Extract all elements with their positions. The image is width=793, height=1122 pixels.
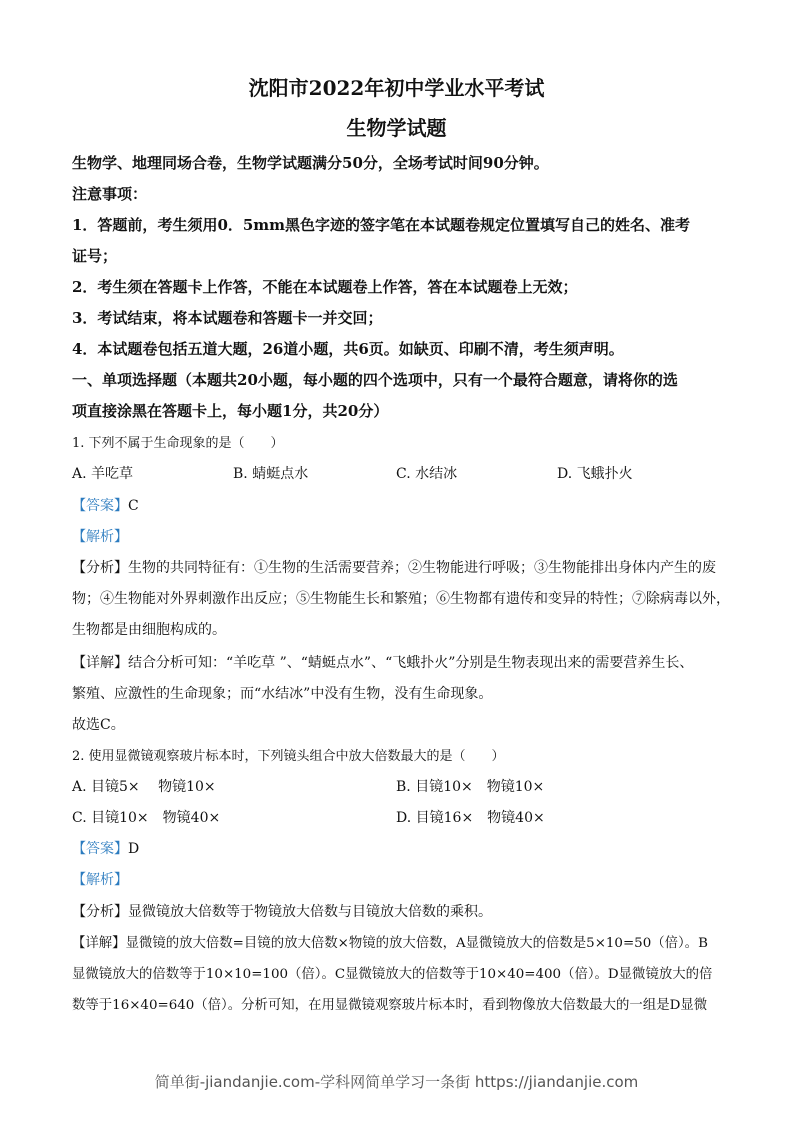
exam-subtitle: 生物学试题	[346, 116, 447, 140]
question-2-option-c: C. 目镜10× 物镜40×	[72, 810, 221, 826]
question-1-fenxi-line-1	[72, 557, 716, 577]
fenxi-tag: 【分析】	[72, 904, 128, 920]
section-1-heading-line-1: 一、单项选择题（本题共20小题，每小题的四个选项中，只有一个最符合题意，请将你的选	[72, 371, 678, 389]
answer-tag: 【答案】	[72, 841, 128, 857]
detail-tag: 【详解】	[72, 655, 128, 671]
exam-info: 生物学、地理同场合卷，生物学试题满分50分，全场考试时间90分钟。	[72, 154, 549, 172]
question-1-option-b: B. 蜻蜓点水	[233, 466, 309, 482]
fenxi-text: 显微镜放大倍数等于物镜放大倍数与目镜放大倍数的乘积。	[128, 904, 492, 920]
note-4: 4．本试题卷包括五道大题，26道小题，共6页。如缺页、印刷不清，考生须声明。	[72, 340, 624, 358]
detail-text: 显微镜的放大倍数=目镜的放大倍数×物镜的放大倍数，A显微镜放大的倍数是5×10=50（倍）。B	[125, 936, 708, 951]
question-1-answer	[72, 495, 139, 515]
answer-value: C	[128, 498, 139, 514]
note-3: 3．考试结束，将本试题卷和答题卡一并交回；	[72, 309, 383, 327]
question-2-option-b: B. 目镜10× 物镜10×	[396, 779, 545, 795]
question-2-stem: 2. 使用显微镜观察玻片标本时，下列镜头组合中放大倍数最大的是（ ）	[72, 749, 505, 764]
question-1-detail-line-1	[72, 652, 693, 672]
question-2-option-a: A. 目镜5× 物镜10×	[72, 779, 216, 795]
question-1-option-a: A. 羊吃草	[72, 466, 134, 482]
question-2-detail-line-2: 显微镜放大的倍数等于10×10=100（倍）。C显微镜放大的倍数等于10×40=400（倍）。D显微镜放大的倍	[72, 967, 713, 982]
answer-value: D	[128, 841, 140, 857]
exam-title: 沈阳市2022年初中学业水平考试	[248, 76, 545, 100]
question-1-detail-line-2: 繁殖、应激性的生命现象；而“水结冰”中没有生物，没有生命现象。	[72, 686, 493, 702]
question-1-stem: 1. 下列不属于生命现象的是（ ）	[72, 436, 284, 451]
question-1-conclusion: 故选C。	[72, 717, 125, 733]
fenxi-text: 生物的共同特征有：①生物的生活需要营养；②生物能进行呼吸；③生物能排出身体内产生的废	[128, 560, 716, 576]
question-2-fenxi	[72, 901, 492, 921]
question-2-analysis-tag: 【解析】	[72, 872, 128, 888]
note-1-line-2: 证号；	[72, 247, 118, 265]
question-2-detail-line-1	[72, 932, 708, 951]
question-1-option-d: D. 飞蛾扑火	[557, 466, 633, 482]
detail-text: 结合分析可知：“羊吃草 ”、“蜻蜓点水”、“飞蛾扑火”分别是生物表现出来的需要营养生长、	[128, 655, 694, 671]
question-1-option-c: C. 水结冰	[396, 466, 458, 482]
question-2-answer	[72, 838, 139, 858]
question-1-analysis-tag: 【解析】	[72, 529, 128, 545]
question-2-option-d: D. 目镜16× 物镜40×	[396, 810, 545, 826]
note-2: 2．考生须在答题卡上作答，不能在本试题卷上作答，答在本试题卷上无效；	[72, 278, 578, 296]
note-1-line-1: 1．答题前，考生须用0．5mm黑色字迹的签字笔在本试题卷规定位置填写自己的姓名、准考	[72, 216, 691, 234]
question-2-detail-line-3: 数等于16×40=640（倍）。分析可知，在用显微镜观察玻片标本时，看到物像放大倍数最大的一组是D显微	[72, 998, 708, 1013]
detail-tag: 【详解】	[72, 936, 126, 951]
question-1-fenxi-line-2: 物；④生物能对外界刺激作出反应；⑤生物能生长和繁殖；⑥生物都有遗传和变异的特性；⑦除病毒以外，	[72, 591, 730, 607]
notes-heading: 注意事项：	[72, 185, 148, 203]
fenxi-tag: 【分析】	[72, 560, 128, 576]
section-1-heading-line-2: 项直接涂黑在答题卡上，每小题1分，共20分）	[72, 402, 389, 420]
footer-watermark: 简单街-jiandanjie.com-学科网简单学习一条街 https://jiandanjie.com	[154, 1073, 639, 1091]
question-1-fenxi-line-3: 生物都是由细胞构成的。	[72, 622, 226, 638]
answer-tag: 【答案】	[72, 498, 128, 514]
